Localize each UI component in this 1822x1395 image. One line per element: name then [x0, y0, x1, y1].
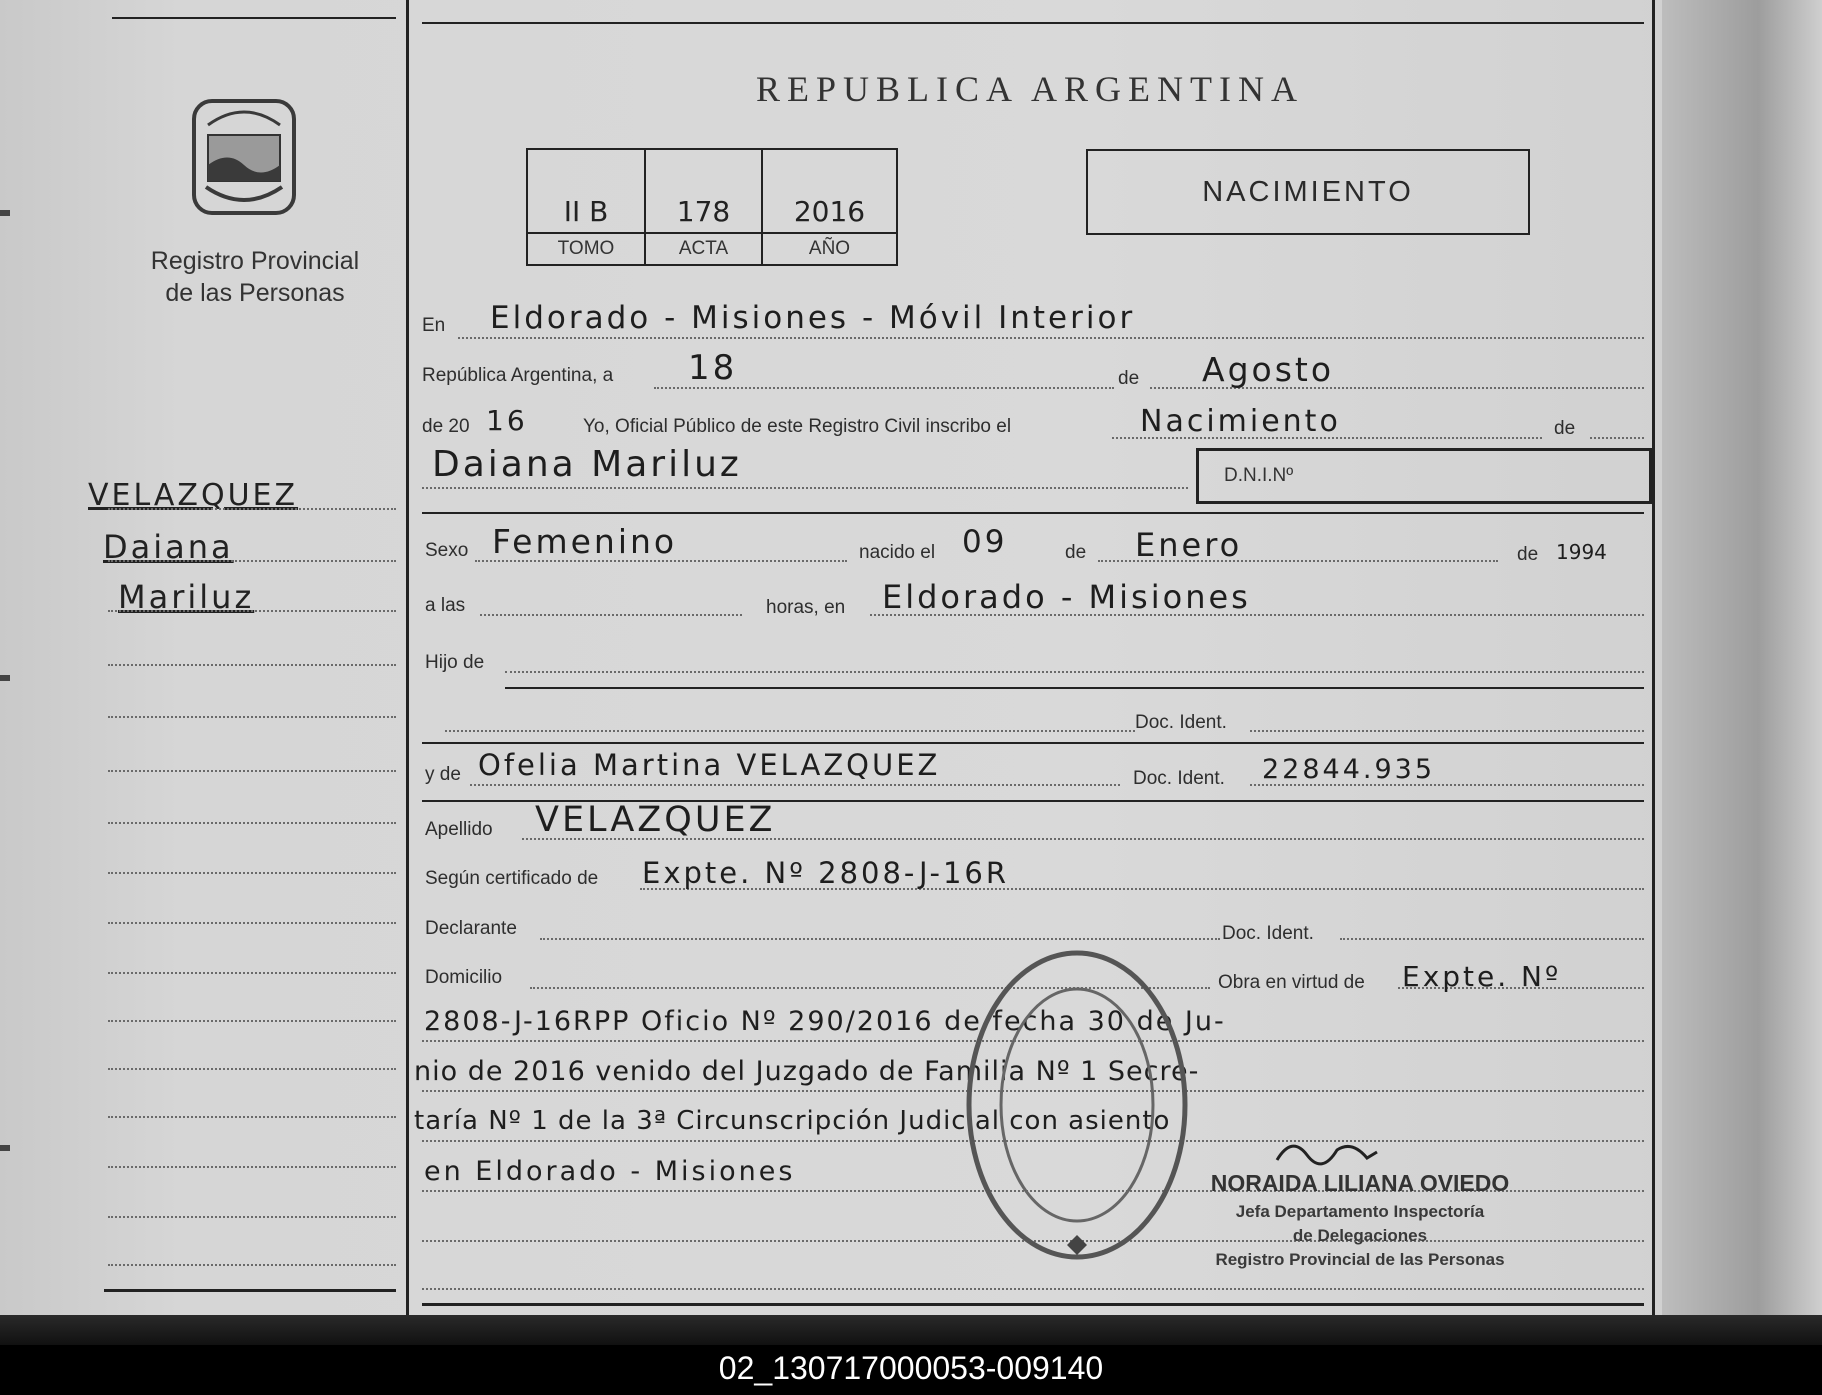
- stub-line: [108, 508, 396, 510]
- field-line: [540, 938, 1220, 940]
- note-line-4: en Eldorado - Misiones: [424, 1156, 796, 1187]
- stub-line: [108, 664, 396, 666]
- page-title: REPUBLICA ARGENTINA: [755, 69, 1305, 109]
- de-label-4: de: [1517, 544, 1539, 565]
- stub-divider: [406, 0, 409, 1315]
- sexo-label: Sexo: [425, 540, 469, 561]
- mother-value: Ofelia Martina VELAZQUEZ: [478, 748, 941, 782]
- anio-value: 2016: [762, 149, 897, 233]
- stub-top-rule: [112, 17, 396, 19]
- dni-box: [1196, 448, 1652, 504]
- bottom-rule: [422, 1303, 1644, 1306]
- dni-label: D.N.I.Nº: [1224, 465, 1294, 486]
- stub-office-line2: de las Personas: [165, 279, 345, 307]
- stub-line: [108, 610, 396, 612]
- margin-mark: [0, 1145, 10, 1151]
- stub-line: [108, 922, 396, 924]
- birth-day-value: 09: [962, 524, 1008, 560]
- domicilio-label: Domicilio: [425, 967, 503, 988]
- de-label: de: [1118, 368, 1140, 389]
- act-type-badge: NACIMIENTO: [1086, 149, 1530, 235]
- field-line: [480, 614, 742, 616]
- margin-mark: [0, 210, 10, 216]
- alas-label: a las: [425, 595, 466, 616]
- note-line-2: nio de 2016 venido del Juzgado de Familia Nº 1 Secre-: [414, 1056, 1200, 1087]
- inscription-value: Nacimiento: [1140, 404, 1341, 439]
- day-value: 18: [688, 348, 738, 388]
- note-line: [422, 1288, 1644, 1290]
- month-value: Agosto: [1202, 350, 1335, 389]
- mother-doc-value: 22844.935: [1262, 754, 1436, 785]
- field-line: [505, 671, 1644, 673]
- birth-place-value: Eldorado - Misiones: [882, 578, 1251, 616]
- acta-label: ACTA: [645, 233, 762, 265]
- stub-office-title: [120, 245, 390, 309]
- birth-month-value: Enero: [1135, 526, 1243, 564]
- field-line: [1590, 437, 1644, 439]
- apellido-value: VELAZQUEZ: [535, 800, 776, 840]
- signatory-title-3: Registro Provincial de las Personas: [1215, 1250, 1505, 1269]
- stub-line: [108, 1264, 396, 1266]
- official-seal-stamp: [962, 945, 1192, 1265]
- stub-line: [108, 716, 396, 718]
- note-line-1: 2808-J-16RPP Oficio Nº 290/2016 de fecha 30 de Ju-: [424, 1006, 1226, 1037]
- stub-line: [108, 1166, 396, 1168]
- stub-line: [108, 822, 396, 824]
- segun-label: Según certificado de: [425, 868, 599, 889]
- republica-label: República Argentina, a: [422, 365, 614, 386]
- field-rule: [505, 687, 1644, 689]
- stub-line: [108, 1216, 396, 1218]
- nacido-label: nacido el: [859, 542, 936, 563]
- en-label: En: [422, 315, 446, 336]
- stub-line: [108, 1116, 396, 1118]
- anio-label: AÑO: [762, 233, 897, 265]
- doc-ident-label-2: Doc. Ident.: [1133, 768, 1225, 789]
- stub-middle-name: Mariluz: [118, 578, 255, 616]
- obra-value: Expte. Nº: [1402, 960, 1562, 993]
- stub-bottom-rule: [104, 1289, 396, 1292]
- place-value: Eldorado - Misiones - Móvil Interior: [490, 300, 1136, 336]
- stub-line: [108, 1020, 396, 1022]
- right-border: [1652, 0, 1655, 1315]
- de-label-3: de: [1065, 542, 1087, 563]
- apellido-label: Apellido: [425, 819, 493, 840]
- stub-first-name: Daiana: [103, 528, 234, 566]
- province-coat-of-arms-icon: [188, 95, 300, 220]
- person-name-value: Daiana Mariluz: [432, 444, 742, 485]
- section-rule: [422, 512, 1644, 514]
- certificado-value: Expte. Nº 2808-J-16R: [642, 856, 1010, 890]
- stub-line: [108, 770, 396, 772]
- tomo-value: II B: [527, 149, 645, 233]
- signatory-name: NORAIDA LILIANA OVIEDO: [1210, 1170, 1510, 1196]
- sexo-value: Femenino: [492, 522, 678, 561]
- stub-line: [108, 1068, 396, 1070]
- section-rule: [422, 742, 1644, 744]
- field-line: [458, 337, 1644, 339]
- field-line: [422, 487, 1188, 489]
- horas-label: horas, en: [766, 597, 846, 618]
- tomo-label: TOMO: [527, 233, 645, 265]
- yo-oficial-label: Yo, Oficial Público de este Registro Civil inscribo el: [583, 416, 1012, 437]
- declarante-label: Declarante: [425, 918, 517, 939]
- signatory-title-1: Jefa Departamento Inspectoría: [1235, 1202, 1485, 1221]
- scan-caption: 02_130717000053-009140: [718, 1350, 1104, 1386]
- obra-label: Obra en virtud de: [1218, 972, 1365, 993]
- doc-ident-label: Doc. Ident.: [1135, 712, 1227, 733]
- hijo-label: Hijo de: [425, 652, 485, 673]
- stub-surname: VELAZQUEZ: [88, 478, 299, 513]
- stub-office-line1: Registro Provincial: [150, 247, 360, 275]
- stub-line: [108, 872, 396, 874]
- stub-line: [108, 560, 396, 562]
- field-line: [1340, 938, 1644, 940]
- act-reference-table: [526, 148, 898, 266]
- field-line: [470, 784, 1120, 786]
- acta-value: 178: [645, 149, 762, 233]
- stub-line: [108, 972, 396, 974]
- birth-year-value: 1994: [1556, 540, 1607, 564]
- year-suffix-value: 16: [486, 404, 528, 437]
- note-line-3: taría Nº 1 de la 3ª Circunscripción Judicial con asiento: [414, 1106, 1171, 1136]
- doc-ident-label-3: Doc. Ident.: [1222, 923, 1314, 944]
- signatory-title-2: de Delegaciones: [1292, 1226, 1428, 1245]
- top-rule: [422, 22, 1644, 24]
- de-label-2: de: [1554, 418, 1576, 439]
- signature-scribble: [1272, 1130, 1382, 1175]
- page-edge: [1662, 0, 1822, 1315]
- year-prefix-label: de 20: [422, 416, 470, 437]
- yde-label: y de: [425, 764, 461, 785]
- field-line: [445, 730, 1135, 732]
- margin-mark: [0, 675, 10, 681]
- field-line: [1250, 730, 1644, 732]
